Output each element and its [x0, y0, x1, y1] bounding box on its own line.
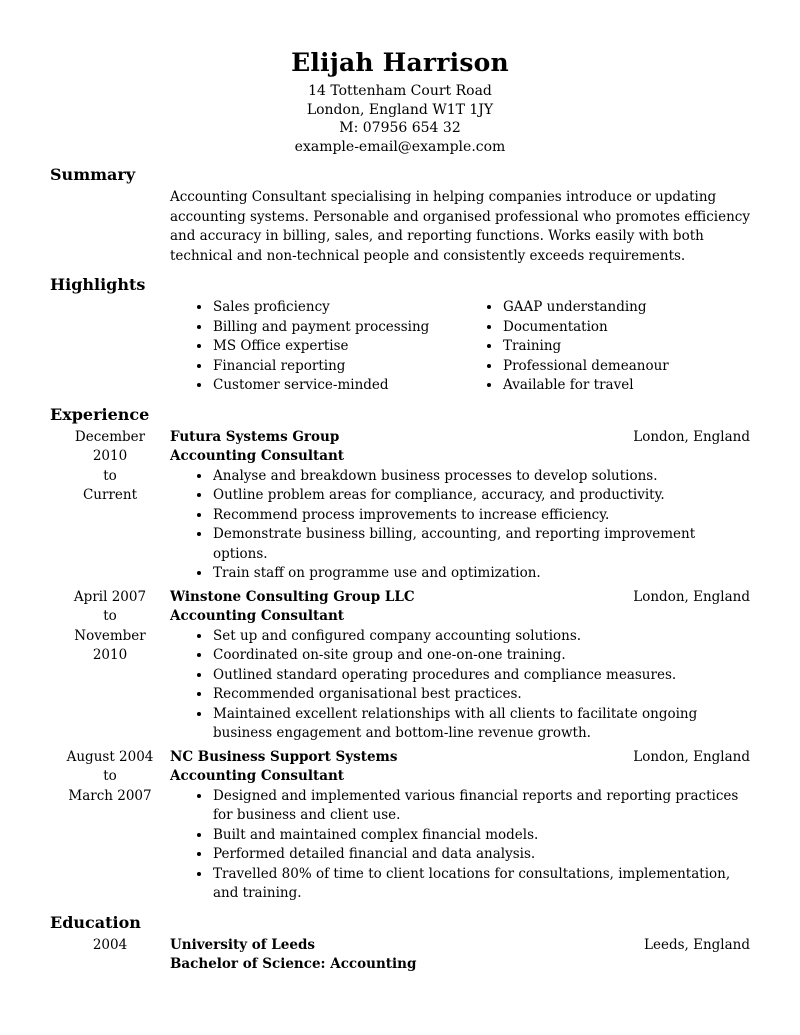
highlight-item: • Financial reporting [212, 357, 460, 377]
job-date-separator: to [103, 608, 117, 625]
job-header-row [170, 428, 750, 448]
job-entry [50, 428, 750, 584]
summary-heading: Summary [50, 165, 136, 185]
job-bullet: • Set up and configured company accounting solutions. [212, 627, 750, 647]
job-bullet: • Recommend process improvements to increase efficiency. [212, 506, 750, 526]
highlights-right-list [460, 298, 750, 396]
job-bullet: • Designed and implemented various financial reports and reporting practices for business and client use. [212, 787, 750, 826]
job-header-row [170, 748, 750, 768]
job-location: London, England [633, 428, 750, 445]
job-date-separator: to [103, 467, 117, 484]
highlight-item: • Customer service-minded [212, 376, 460, 396]
summary-section [50, 165, 750, 266]
highlight-item: • Available for travel [502, 376, 750, 396]
job-title: Accounting Consultant [170, 768, 345, 785]
education-entry [50, 936, 750, 975]
education-section [50, 913, 750, 975]
job-date-separator: to [103, 768, 117, 785]
highlight-item: • Documentation [502, 318, 750, 338]
email-address: example-email@example.com [294, 138, 506, 155]
job-date-start: April 2007 [73, 588, 147, 605]
highlights-columns [170, 298, 750, 396]
job-date-start: August 2004 [66, 748, 154, 765]
highlight-item: • Billing and payment processing [212, 318, 460, 338]
job-dates [50, 748, 170, 904]
highlights-left-list [170, 298, 460, 396]
education-year-value: 2004 [92, 936, 128, 953]
job-details [170, 748, 750, 904]
highlight-item: • Training [502, 337, 750, 357]
job-location: London, England [633, 748, 750, 765]
job-date-end: March 2007 [68, 787, 152, 804]
job-bullet: • Built and maintained complex financial models. [212, 826, 750, 846]
phone-number: M: 07956 654 32 [339, 120, 461, 137]
job-bullet-list [170, 467, 750, 584]
job-date-start: December 2010 [74, 428, 146, 465]
job-bullet: • Travelled 80% of time to client locations for consultations, implementation, and training. [212, 865, 750, 904]
address-line-2: London, England W1T 1JY [306, 101, 494, 118]
job-bullet: • Outlined standard operating procedures and compliance measures. [212, 666, 750, 686]
education-details [170, 936, 750, 975]
job-entry [50, 588, 750, 744]
education-degree: Bachelor of Science: Accounting [170, 956, 417, 973]
job-title: Accounting Consultant [170, 608, 345, 625]
job-bullet: • Coordinated on-site group and one-on-one training. [212, 646, 750, 666]
job-details [170, 588, 750, 744]
highlight-item: • Sales proficiency [212, 298, 460, 318]
education-header-row [170, 936, 750, 956]
job-header-row [170, 588, 750, 608]
job-bullet: • Recommended organisational best practices. [212, 685, 750, 705]
highlights-heading: Highlights [50, 275, 146, 295]
education-school: University of Leeds [170, 936, 315, 953]
highlight-item: • Professional demeanour [502, 357, 750, 377]
job-bullet: • Demonstrate business billing, accounting, and reporting improvement options. [212, 525, 750, 564]
job-bullet-list [170, 787, 750, 904]
job-company: NC Business Support Systems [170, 748, 398, 765]
job-company: Winstone Consulting Group LLC [170, 588, 415, 605]
address-line-1: 14 Tottenham Court Road [308, 83, 492, 99]
job-dates [50, 428, 170, 584]
education-location: Leeds, England [644, 936, 750, 953]
highlight-item: • MS Office expertise [212, 337, 460, 357]
job-dates [50, 588, 170, 744]
job-details [170, 428, 750, 584]
job-company: Futura Systems Group [170, 428, 340, 445]
candidate-name: Elijah Harrison [291, 48, 509, 77]
job-date-end: November 2010 [74, 627, 146, 664]
summary-text: Accounting Consultant specialising in helping companies introduce or updating accounting systems. Personable and organised professional who promotes efficiency and accuracy in billing, sales, and reporting functions. Works easily with both technical and non-technical people and consistently exceeds requirements. [170, 189, 750, 264]
job-bullet: • Outline problem areas for compliance, accuracy, and productivity. [212, 486, 750, 506]
job-bullet: • Train staff on programme use and optimization. [212, 564, 750, 584]
job-bullet: • Performed detailed financial and data analysis. [212, 845, 750, 865]
resume-header [50, 48, 750, 156]
highlight-item: • GAAP understanding [502, 298, 750, 318]
experience-section [50, 405, 750, 904]
job-date-end: Current [82, 487, 138, 504]
highlights-section [50, 275, 750, 396]
job-bullet: • Analyse and breakdown business processes to develop solutions. [212, 467, 750, 487]
education-year [50, 936, 170, 975]
job-bullet: • Maintained excellent relationships with all clients to facilitate ongoing business engagement and bottom-line revenue growth. [212, 705, 750, 744]
education-heading: Education [50, 912, 141, 932]
job-entry [50, 748, 750, 904]
job-location: London, England [633, 588, 750, 605]
job-bullet-list [170, 627, 750, 744]
job-title: Accounting Consultant [170, 448, 345, 465]
experience-heading: Experience [50, 404, 150, 424]
